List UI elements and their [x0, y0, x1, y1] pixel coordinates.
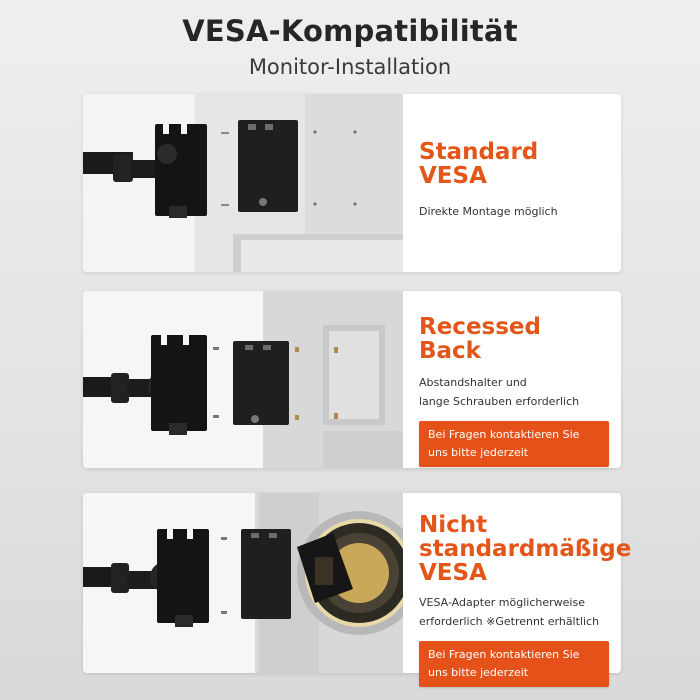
non-standard-vesa-heading: Nicht standardmäßige VESA	[419, 512, 632, 586]
recessed-back-description: Abstandshalter und lange Schrauben erforderlich	[419, 376, 580, 408]
recessed-back-photo	[83, 291, 403, 468]
standard-vesa-description: Direkte Montage möglich	[419, 205, 558, 218]
non-standard-vesa-photo	[83, 493, 403, 673]
page-title: VESA-Kompatibilität	[182, 14, 518, 48]
standard-vesa-text	[419, 140, 609, 221]
recessed-back-text	[419, 315, 609, 467]
non-standard-vesa-text	[419, 512, 632, 687]
contact-button[interactable]: Bei Fragen kontaktieren Sie uns bitte jederzeit	[419, 421, 609, 467]
page-subtitle: Monitor-Installation	[248, 55, 452, 79]
recessed-back-heading: Recessed Back	[419, 314, 541, 364]
non-standard-vesa-description: VESA-Adapter möglicherweise erforderlich ※Getrennt erhältlich	[419, 596, 600, 628]
non-standard-vesa-card	[83, 493, 632, 679]
standard-vesa-card	[83, 94, 621, 272]
contact-button[interactable]: Bei Fragen kontaktieren Sie uns bitte jederzeit	[419, 641, 609, 687]
recessed-back-card	[83, 291, 621, 468]
standard-vesa-photo	[83, 94, 403, 272]
standard-vesa-heading: Standard VESA	[419, 139, 539, 189]
